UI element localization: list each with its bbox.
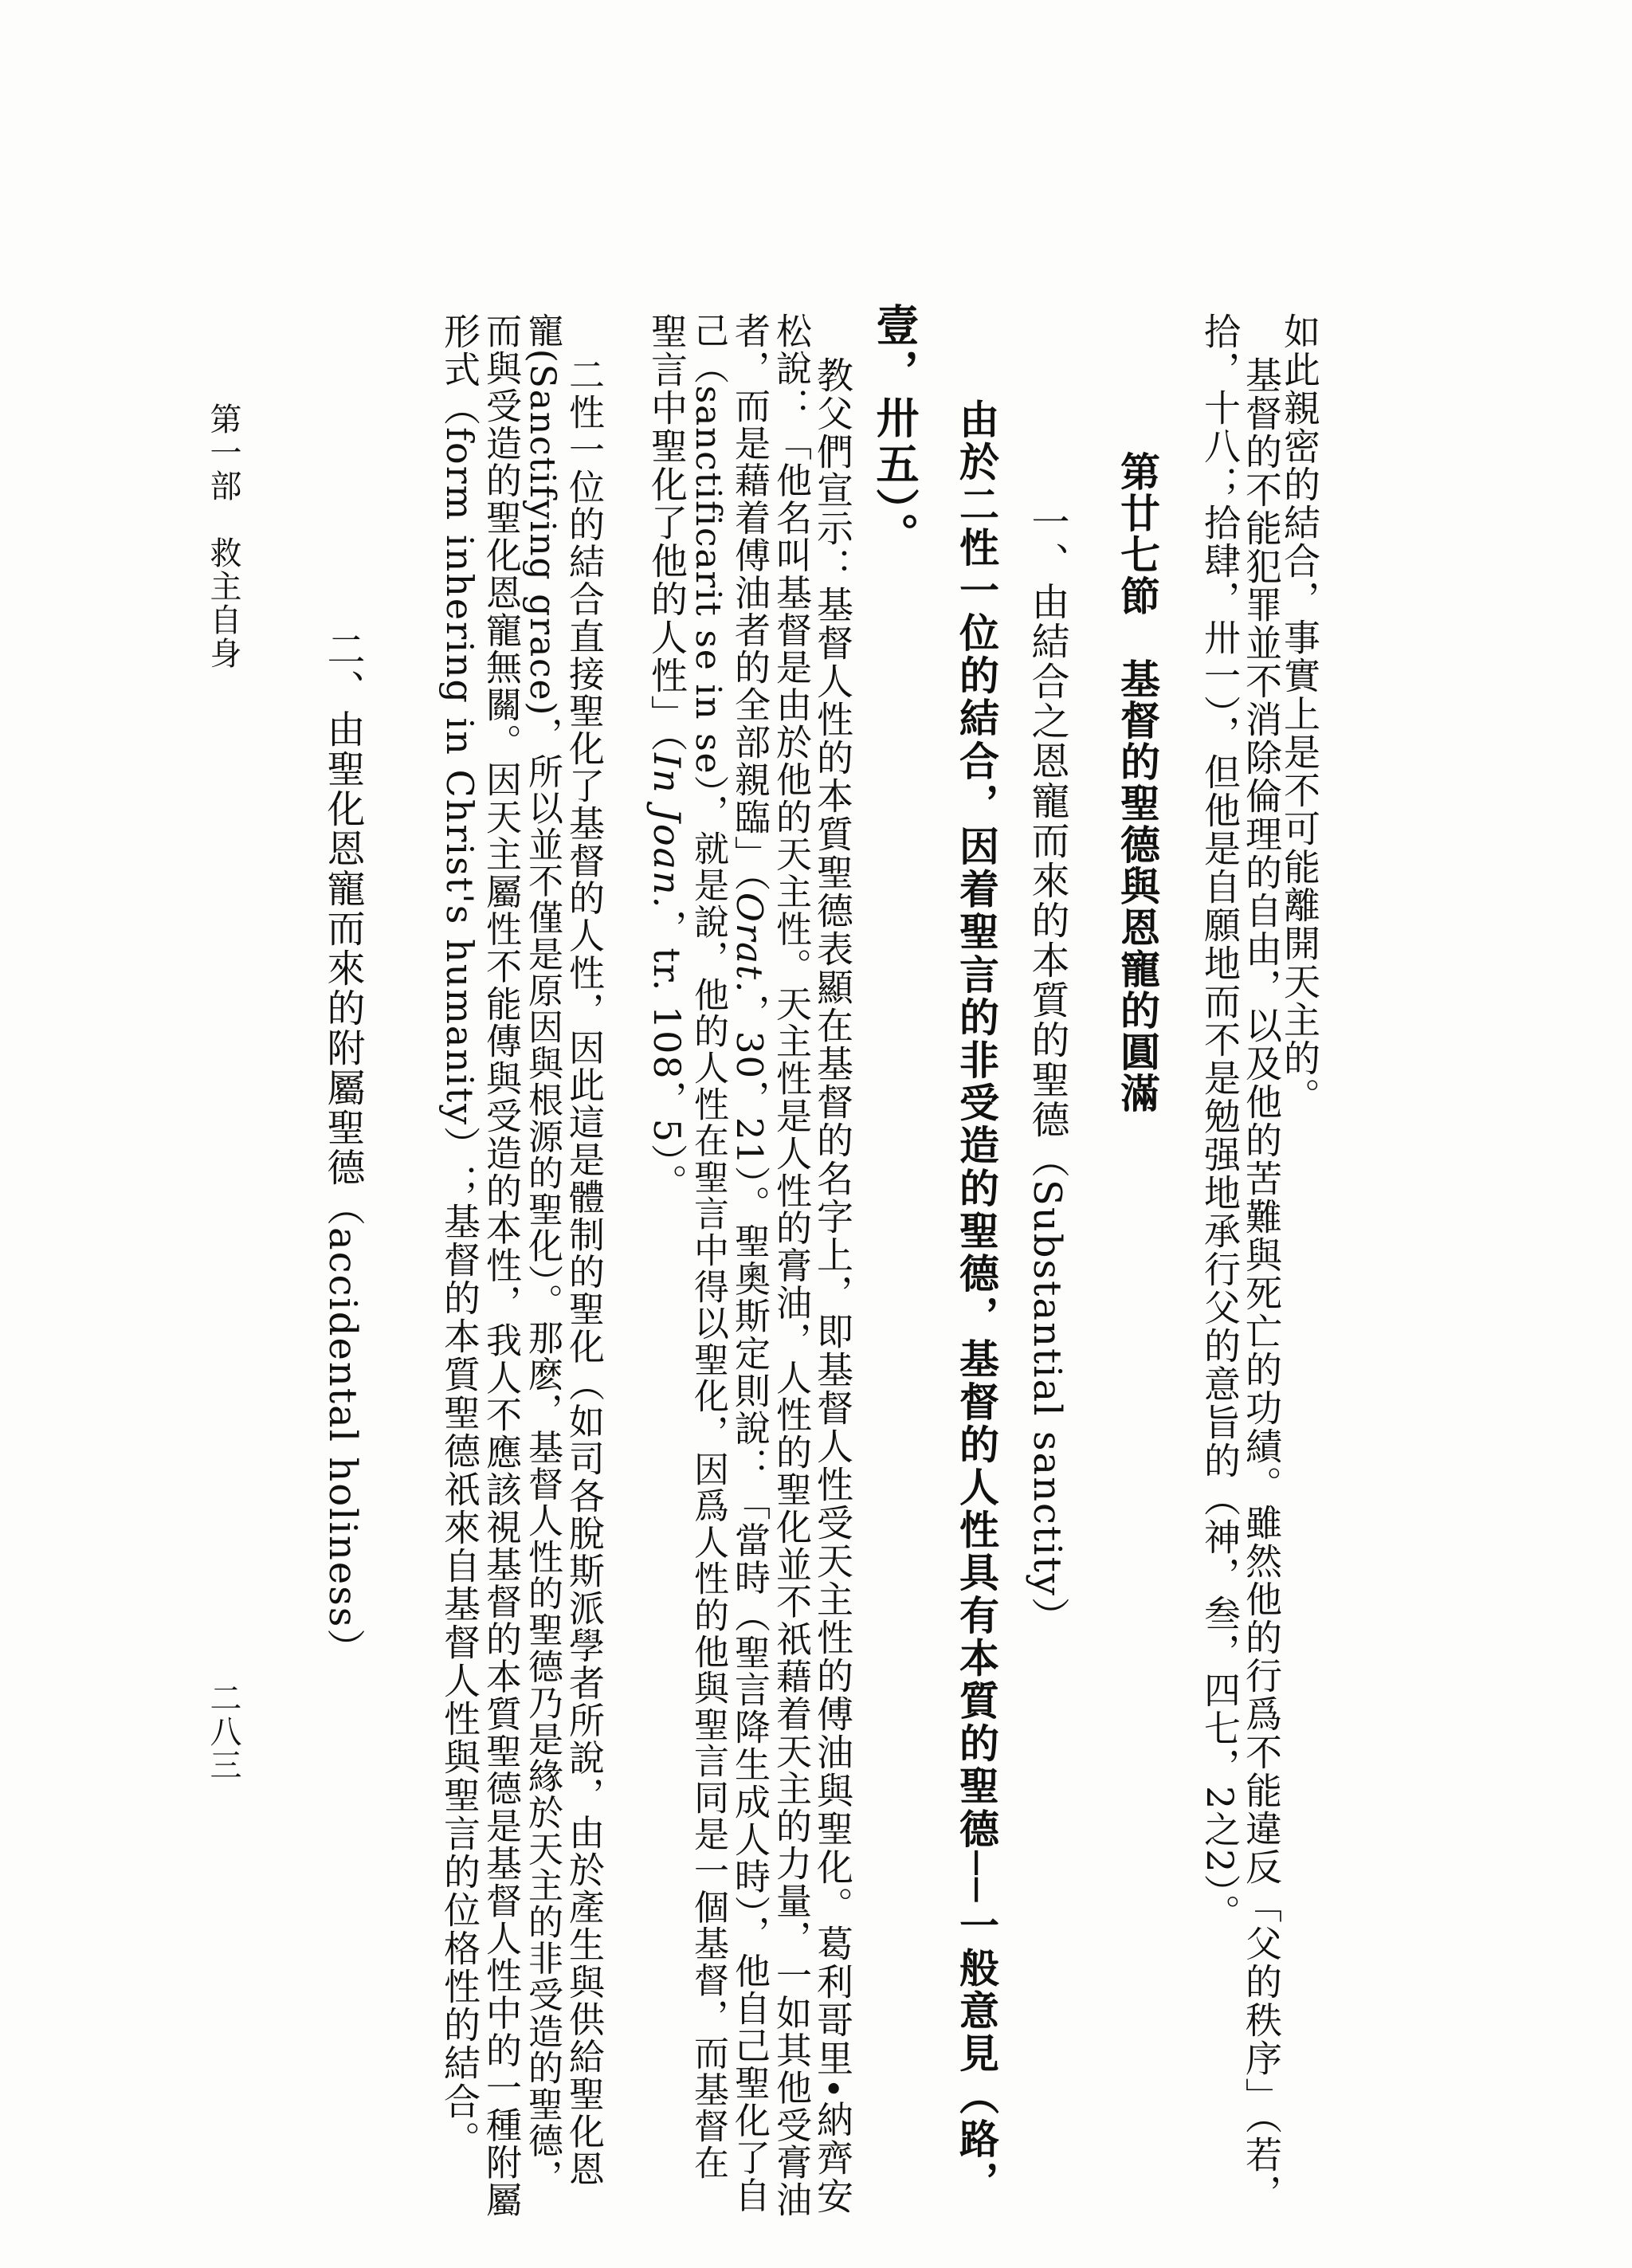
paragraph-line: 教父們宣示：基督人性的本質聖德表顯在基督的名字上，即基督人性受天主性的傅油與聖化。葛利哥里•納齊安 xyxy=(811,356,854,2216)
text-column-2: 基督的不能犯罪並不消除倫理的自由，以及他的苦難與死亡的功績。雖然他的行爲不能違反「父的秩序」（若， xyxy=(1240,356,1283,2212)
paragraph-text: ，tr. 108，5）。 xyxy=(645,909,688,1202)
paragraph-line xyxy=(645,312,688,1202)
subheading-accidental-holiness: 二、由聖化恩寵而來的附屬聖德（accidental holiness） xyxy=(320,630,365,1669)
paragraph-line: 形式（form inhering in Christ's humanity）；基督的本質聖德祇來自基督人性與聖言的位格性的結合。 xyxy=(438,312,481,2160)
paragraph-line: 己（sanctificarit se in se），就是說，他的人性在聖言中得以聖化，因爲人性的他與聖言同是一個基督，而基督在 xyxy=(688,312,728,2181)
citation-in-joan: In Joan. xyxy=(645,753,688,910)
text-column-1: 如此親密的結合，事實上是不可能離開天主的。 xyxy=(1278,312,1321,1116)
thesis-statement: 由於二性一位的結合，因着聖言的非受造的聖德，基督的人性具有本質的聖德──一般意見（路， xyxy=(953,398,1000,2204)
paragraph-line: 而與受造的聖化恩寵無關。因天主屬性不能傳與受造的本性，我人不應該視基督的本質聖德是基督人性中的一種附屬 xyxy=(480,312,522,2219)
subheading-substantial-sanctity: 一、由結合之恩寵而來的本質的聖德（Substantial sanctity） xyxy=(1025,502,1069,1637)
page-number: 二八三 xyxy=(205,1681,241,1782)
citation-orat: Orat. xyxy=(728,892,771,995)
paragraph-line xyxy=(728,312,771,2215)
running-footer-part: 第一部 救主自身 xyxy=(205,402,241,670)
paragraph-text: ，30，21）。聖奧斯定則說：「當時（聖言降生成人時），他自己聖化了自 xyxy=(728,994,771,2215)
section-title: 第廿七節 基督的聖德與恩寵的圓滿 xyxy=(1114,451,1161,1114)
paragraph-line: 寵(Sanctifying grace)，所以並不僅是原因與根源的聖化）。那麽，基督人性的聖德乃是緣於天主的非受造的聖德， xyxy=(522,312,563,2196)
thesis-statement-cont: 壹，卅五）。 xyxy=(869,303,920,559)
text-column-3: 拾，十八；拾肆，卅一），但他是自願地而不是勉强地承行父的意旨的（神，叁，四七，2之2）。 xyxy=(1198,312,1242,1933)
paragraph-text: 聖言中聖化了他的人性」（ xyxy=(645,312,688,753)
paragraph-line: 松說：「他名叫基督是由於他的天主性。天主性是人性的膏油，人性的聖化並不祇藉着天主的力量，一如其他受膏油 xyxy=(770,312,812,2219)
paragraph-line: 二性一位的結合直接聖化了基督的人性，因此這是體制的聖化（如司各脫斯派學者所說，由於產生與供給聖化恩 xyxy=(563,356,605,2188)
paragraph-text: 者，而是藉着傅油者的全部親臨」（ xyxy=(728,312,771,893)
